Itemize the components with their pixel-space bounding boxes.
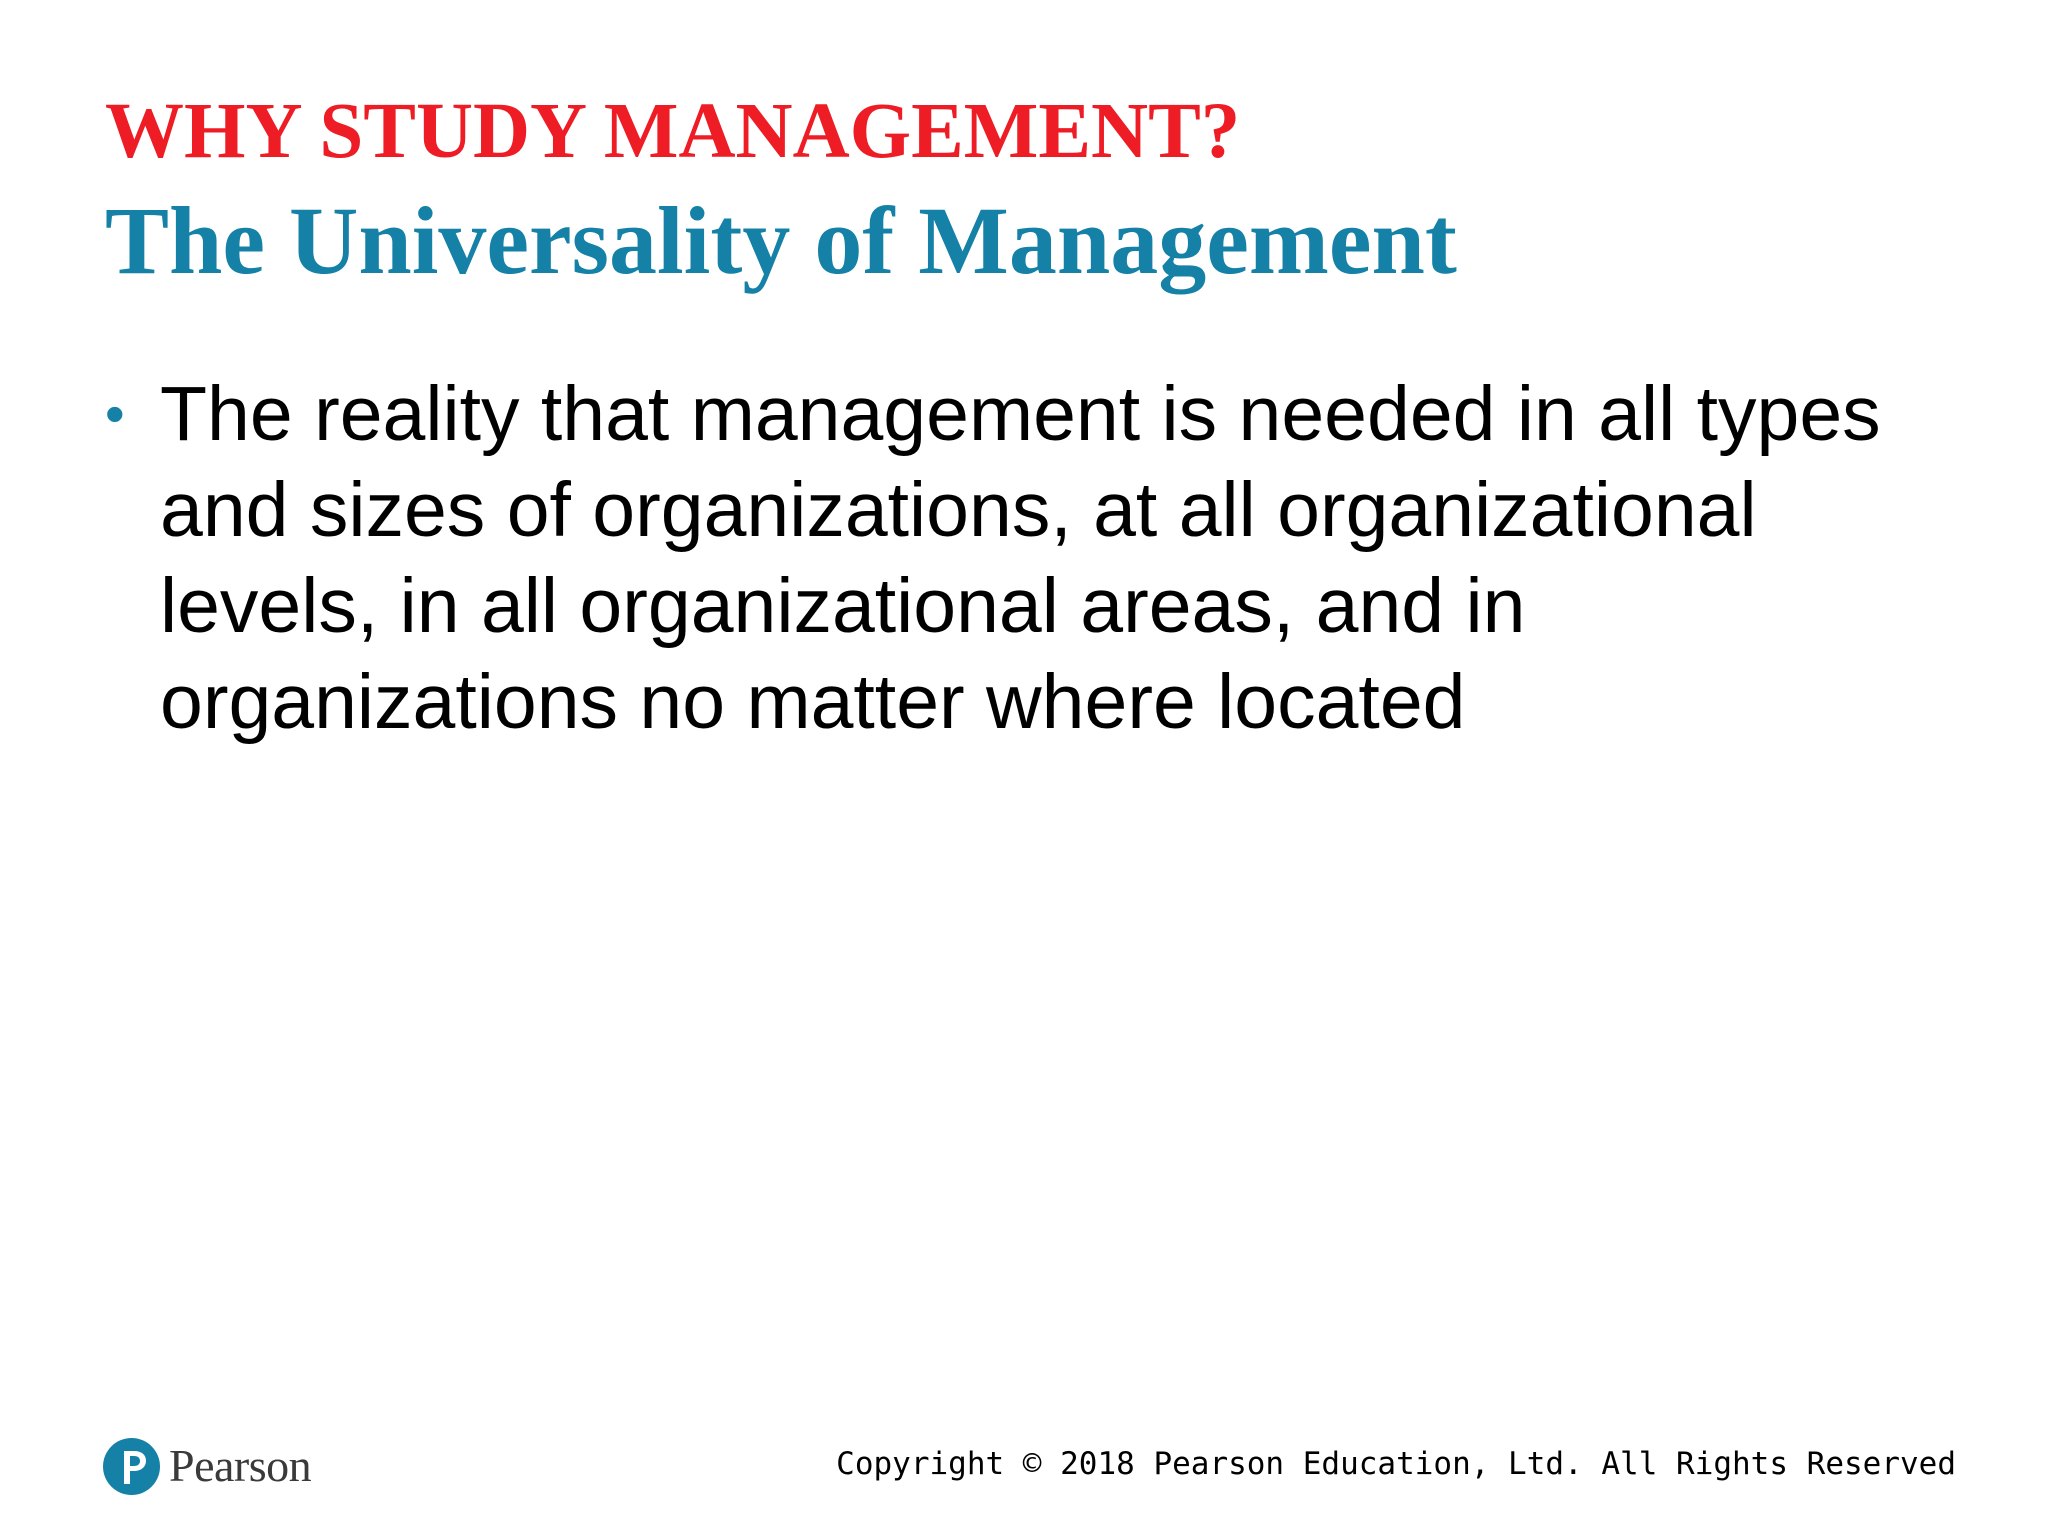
bullet-dot-icon: •	[105, 382, 125, 445]
bullet-text: The reality that management is needed in all types and sizes of organizations, at all organizational levels, in all organizational areas, and in organizations no matter where located	[160, 371, 1881, 745]
slide-title: The Universality of Management	[105, 187, 1457, 294]
slide-kicker: WHY STUDY MANAGEMENT?	[105, 88, 1241, 175]
bullet-list	[105, 366, 1985, 750]
pearson-logo	[103, 1434, 311, 1498]
bullet-item	[105, 366, 1985, 750]
copyright-notice: Copyright © 2018 Pearson Education, Ltd. All Rights Reserved	[836, 1446, 1956, 1482]
pearson-logo-icon	[103, 1438, 160, 1495]
pearson-logo-text: Pearson	[169, 1440, 312, 1491]
